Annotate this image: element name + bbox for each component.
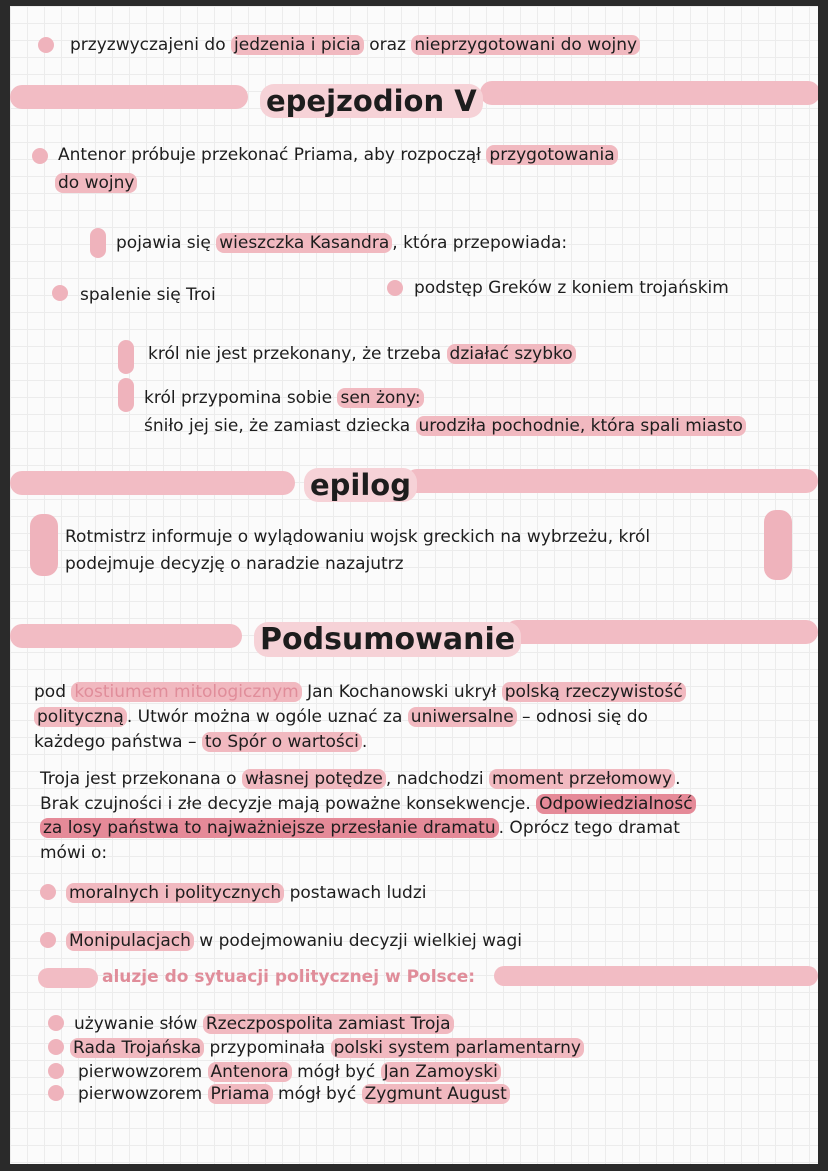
bullet-pill xyxy=(118,378,134,412)
bullet-dot xyxy=(48,1063,64,1079)
prophecy-trojan-horse: podstęp Greków z koniem trojańskim xyxy=(414,278,729,298)
epilog-line-1: Rotmistrz informuje o wylądowaniu wojsk greckich na wybrzeżu, król xyxy=(65,527,651,547)
summary-p1-line-3: każdego państwa – to Spór o wartości . xyxy=(34,732,368,752)
bullet-manipulation: Monipulacjach w podejmowaniu decyzji wielkiej wagi xyxy=(66,930,522,952)
bullet-dot xyxy=(48,1085,64,1101)
king-not-convinced: król nie jest przekonany, że trzeba działać szybko xyxy=(148,343,576,365)
summary-p2-line-4: mówi o: xyxy=(40,843,108,863)
bullet-dot xyxy=(40,932,56,948)
bullet-moral: moralnych i politycznych postawach ludzi xyxy=(66,882,427,904)
summary-p2-line-3: za losy państwa to najważniejsze przesłanie dramatu . Oprócz tego dramat xyxy=(40,817,680,839)
section-title-epeisodion: epejzodion V xyxy=(260,84,483,118)
king-remembers-line-1: król przypomina sobie sen żony: xyxy=(144,387,424,409)
antenor-line-1: Antenor próbuje przekonać Priama, aby rozpoczął przygotowania xyxy=(58,144,618,166)
antenor-line-2: do wojny xyxy=(55,172,137,194)
bracket-pill-right xyxy=(764,510,792,580)
bullet-dot xyxy=(387,280,403,296)
heading-band-right xyxy=(505,620,818,644)
subheading-band-right xyxy=(494,966,818,986)
bullet-dot xyxy=(48,1015,64,1031)
bullet-pill xyxy=(118,340,134,374)
bullet-dot xyxy=(52,285,68,301)
allusions-title: aluzje do sytuacji politycznej w Polsce: xyxy=(102,967,476,987)
epilog-line-2: podejmuje decyzję o naradzie nazajutrz xyxy=(65,554,404,574)
summary-p2-line-2: Brak czujności i złe decyzje mają poważne konsekwencje. Odpowiedzialność xyxy=(40,793,696,815)
allusion-item: używanie słów Rzeczpospolita zamiast Troja xyxy=(74,1013,454,1035)
heading-band-left xyxy=(10,85,248,109)
kasandra-line: pojawia się wieszczka Kasandra , która przepowiada: xyxy=(116,233,568,253)
summary-p2-line-1: Troja jest przekonana o własnej potędze , nadchodzi moment przełomowy . xyxy=(40,769,681,789)
allusion-item: pierwowzorem Antenora mógł być Jan Zamoyski xyxy=(78,1061,501,1083)
summary-p1-line-2: polityczną . Utwór można w ogóle uznać za uniwersalne – odnosi się do xyxy=(34,706,648,728)
subheading-band-left xyxy=(38,968,98,988)
summary-p1-line-1: pod kostiumem mitologicznym Jan Kochanowski ukrył polską rzeczywistość xyxy=(34,681,686,703)
allusion-item: pierwowzorem Priama mógł być Zygmunt August xyxy=(78,1083,510,1105)
bullet-dot xyxy=(32,148,48,164)
king-remembers-line-2: śniło jej sie, że zamiast dziecka urodziła pochodnie, która spali miasto xyxy=(144,415,746,437)
prophecy-troy-burning: spalenie się Troi xyxy=(80,285,216,305)
section-title-epilog: epilog xyxy=(304,468,417,502)
bullet-pill xyxy=(90,228,106,258)
top-line: przyzwyczajeni do jedzenia i picia oraz nieprzygotowani do wojny xyxy=(70,34,640,56)
notebook-page xyxy=(10,6,818,1164)
bullet-dot xyxy=(40,884,56,900)
bullet-dot xyxy=(38,37,54,53)
heading-band-right xyxy=(405,469,818,493)
allusion-item: Rada Trojańska przypominała polski system parlamentarny xyxy=(70,1037,584,1059)
section-title-summary: Podsumowanie xyxy=(254,622,521,657)
heading-band-left xyxy=(10,471,295,495)
heading-band-right xyxy=(480,81,818,105)
bracket-pill-left xyxy=(30,514,58,576)
bullet-dot xyxy=(48,1039,64,1055)
heading-band-left xyxy=(10,624,242,648)
